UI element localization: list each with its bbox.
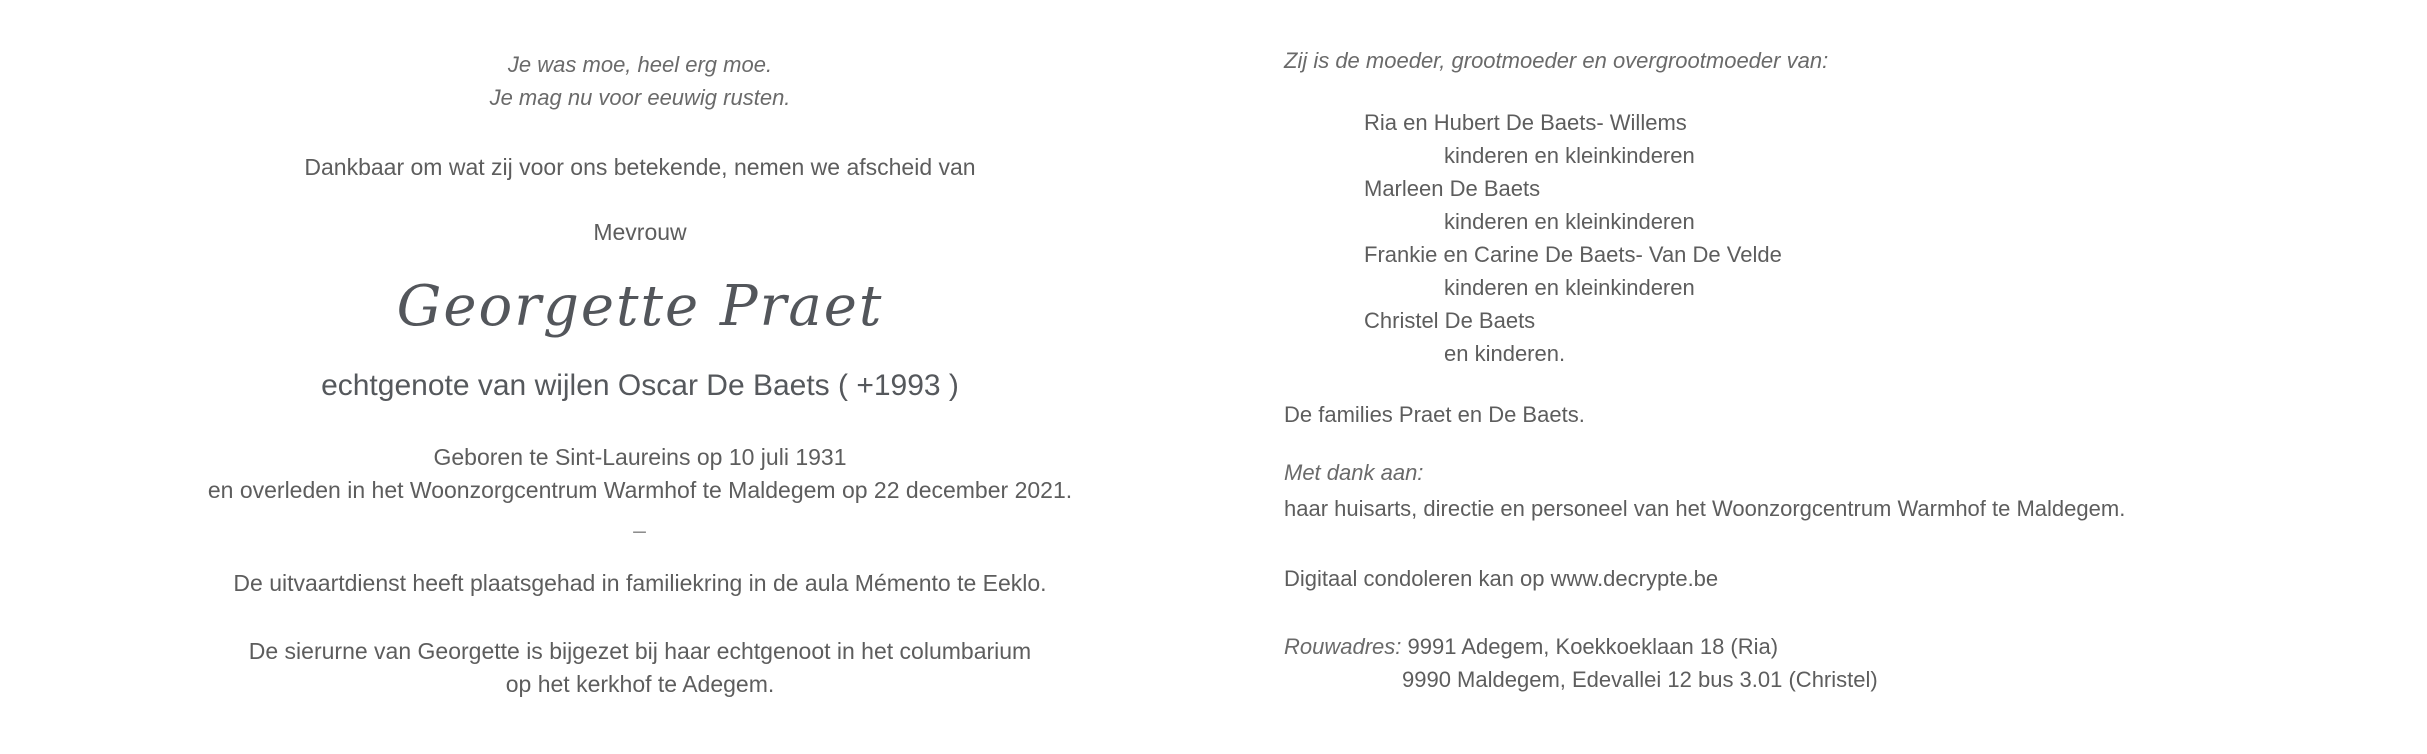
family-member-name: Christel De Baets: [1364, 308, 1536, 333]
address-line-1: 9991 Adegem, Koekkoeklaan 18 (Ria): [1407, 634, 1779, 659]
family-intro: Zij is de moeder, grootmoeder en overgrootmoeder van:: [1284, 48, 1829, 73]
list-item: [1364, 238, 2427, 304]
mourning-address: [1284, 630, 2427, 696]
list-item: [1364, 304, 2427, 370]
service-text: De uitvaartdienst heeft plaatsgehad in familiekring in de aula Mémento te Eeklo.: [233, 570, 1047, 596]
family-member-name: Ria en Hubert De Baets- Willems: [1364, 110, 1687, 135]
urn-line-1: De sierurne van Georgette is bijgezet bij haar echtgenoot in het columbarium: [248, 638, 1032, 664]
right-panel: [1280, 0, 2427, 754]
urn-block: [0, 635, 1280, 701]
list-item: [1364, 172, 2427, 238]
family-member-sub: kinderen en kleinkinderen: [1444, 209, 1695, 234]
list-item: [1364, 106, 2427, 172]
salutation-text: Mevrouw: [593, 219, 687, 245]
thanks-body: haar huisarts, directie en personeel van het Woonzorgcentrum Warmhof te Maldegem.: [1284, 496, 2126, 521]
family-member-sub: en kinderen.: [1444, 341, 1566, 366]
birth-line: Geboren te Sint-Laureins op 10 juli 1931: [433, 444, 847, 470]
family-list: [1284, 106, 2427, 370]
family-member-sub: kinderen en kleinkinderen: [1444, 275, 1695, 300]
divider-dash: –: [633, 517, 647, 543]
urn-line-2: op het kerkhof te Adegem.: [505, 671, 775, 697]
condolence-text: Digitaal condoleren kan op www.decrypte.be: [1284, 566, 1719, 591]
dates-block: [0, 441, 1280, 507]
verse-line-1: Je was moe, heel erg moe.: [507, 52, 773, 77]
family-member-name: Marleen De Baets: [1364, 176, 1541, 201]
deceased-name: Georgette Praet: [396, 274, 884, 339]
death-line: en overleden in het Woonzorgcentrum Warmhof te Maldegem op 22 december 2021.: [207, 477, 1073, 503]
address-label: Rouwadres:: [1284, 634, 1402, 659]
address-line-2: 9990 Maldegem, Edevallei 12 bus 3.01 (Christel): [1402, 667, 1878, 692]
family-member-name: Frankie en Carine De Baets- Van De Velde: [1364, 242, 1782, 267]
lead-text: Dankbaar om wat zij voor ons betekende, nemen we afscheid van: [304, 154, 976, 180]
spouse-text: echtgenote van wijlen Oscar De Baets ( +1993 ): [321, 369, 959, 402]
thanks-heading: Met dank aan:: [1284, 460, 1424, 485]
verse-block: [0, 48, 1280, 114]
families-text: De families Praet en De Baets.: [1284, 402, 1585, 427]
family-member-sub: kinderen en kleinkinderen: [1444, 143, 1695, 168]
verse-line-2: Je mag nu voor eeuwig rusten.: [489, 85, 791, 110]
